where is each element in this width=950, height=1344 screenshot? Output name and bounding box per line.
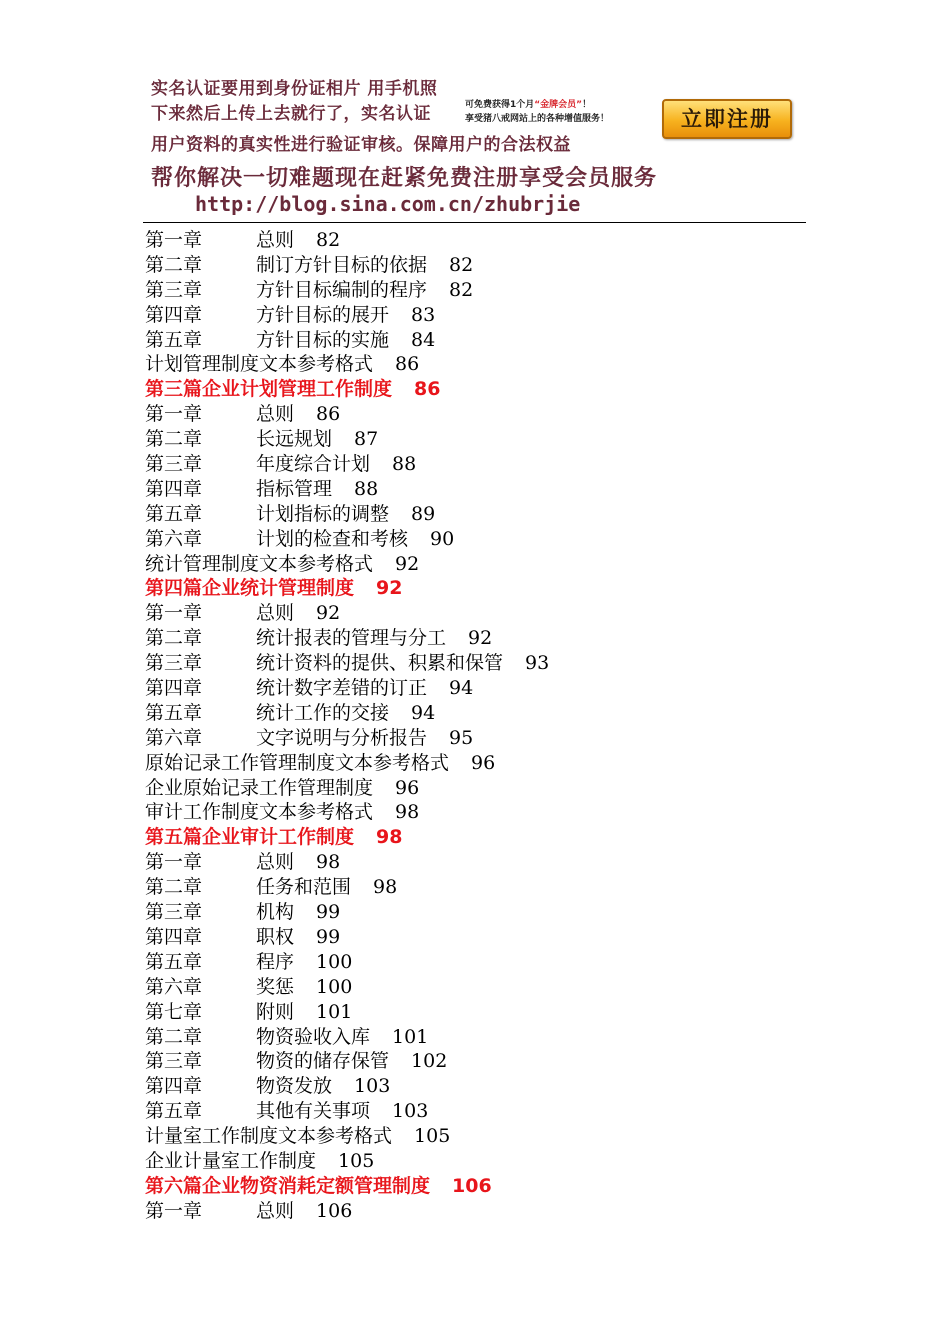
toc-title: 计划指标的调整 bbox=[256, 502, 390, 525]
banner-note bbox=[465, 98, 625, 126]
toc-page-number: 102 bbox=[411, 1050, 448, 1073]
toc-entry[interactable] bbox=[145, 726, 805, 751]
toc-entry[interactable] bbox=[145, 427, 805, 452]
toc-chapter-number: 第六章 bbox=[145, 975, 203, 998]
toc-page-number: 103 bbox=[392, 1100, 429, 1123]
toc-chapter-number: 第一章 bbox=[145, 229, 203, 251]
toc-title: 第六篇企业物资消耗定额管理制度 bbox=[145, 1174, 431, 1197]
toc-chapter-number: 第一章 bbox=[145, 602, 203, 625]
toc-entry[interactable] bbox=[145, 352, 805, 377]
toc-page-number: 93 bbox=[525, 652, 550, 675]
toc-chapter-number: 第三章 bbox=[145, 1050, 203, 1073]
toc-page-number: 95 bbox=[449, 726, 474, 749]
banner-text-line: 实名认证要用到身份证相片 用手机照 bbox=[151, 79, 438, 99]
toc-title: 计划的检查和考核 bbox=[256, 527, 409, 550]
banner-text-line: 用户资料的真实性进行验证审核。保障用户的合法权益 bbox=[151, 135, 571, 155]
toc-title: 物资验收入库 bbox=[256, 1025, 371, 1048]
toc-entry[interactable] bbox=[145, 925, 805, 950]
toc-page-number: 92 bbox=[376, 577, 403, 600]
toc-chapter-number: 第二章 bbox=[145, 253, 203, 276]
toc-page-number: 98 bbox=[395, 801, 420, 824]
toc-title: 机构 bbox=[256, 901, 295, 924]
toc-page-number: 84 bbox=[411, 328, 436, 351]
toc-title: 附则 bbox=[256, 1000, 295, 1023]
toc-title: 第三篇企业计划管理工作制度 bbox=[145, 378, 393, 401]
toc-title: 奖惩 bbox=[256, 975, 295, 998]
toc-title: 制订方针目标的依据 bbox=[256, 253, 428, 276]
toc-page-number: 98 bbox=[373, 876, 398, 899]
toc-chapter-number: 第一章 bbox=[145, 403, 203, 426]
toc-page-number: 100 bbox=[316, 975, 353, 998]
toc-title: 企业计量室工作制度 bbox=[145, 1149, 317, 1172]
toc-title: 计划管理制度文本参考格式 bbox=[145, 353, 374, 376]
toc-entry[interactable] bbox=[145, 1000, 805, 1025]
toc-chapter-number: 第六章 bbox=[145, 726, 203, 749]
toc-entry[interactable] bbox=[145, 626, 805, 651]
toc-chapter-number: 第一章 bbox=[145, 1199, 203, 1222]
toc-page-number: 82 bbox=[316, 229, 341, 251]
toc-title: 总则 bbox=[256, 602, 295, 625]
toc-entry[interactable] bbox=[145, 1099, 805, 1124]
banner-url-link[interactable]: http://blog.sina.com.cn/zhubrjie bbox=[195, 192, 581, 216]
toc-page-number: 82 bbox=[449, 253, 474, 276]
toc-entry[interactable] bbox=[145, 1124, 805, 1149]
toc-chapter-number: 第四章 bbox=[145, 677, 203, 700]
toc-page-number: 90 bbox=[430, 527, 455, 550]
toc-entry[interactable] bbox=[145, 1199, 805, 1224]
toc-title: 统计资料的提供、积累和保管 bbox=[256, 652, 504, 675]
toc-entry[interactable] bbox=[145, 253, 805, 278]
toc-page-number: 96 bbox=[395, 776, 420, 799]
toc-title: 长远规划 bbox=[256, 428, 333, 451]
toc-page-number: 99 bbox=[316, 901, 341, 924]
toc-entry[interactable] bbox=[145, 900, 805, 925]
toc-title: 原始记录工作管理制度文本参考格式 bbox=[145, 751, 450, 774]
toc-entry[interactable] bbox=[145, 328, 805, 353]
toc-title: 物资发放 bbox=[256, 1075, 333, 1098]
toc-title: 统计管理制度文本参考格式 bbox=[145, 552, 374, 575]
banner-note-text: 享受猪八戒网站上的各种增值服务！ bbox=[465, 114, 610, 124]
toc-page-number: 105 bbox=[414, 1125, 451, 1148]
toc-entry[interactable] bbox=[145, 1149, 805, 1174]
toc-page-number: 87 bbox=[354, 428, 379, 451]
toc-title: 统计工作的交接 bbox=[256, 701, 390, 724]
toc-entry[interactable] bbox=[145, 1074, 805, 1099]
toc-title: 统计报表的管理与分工 bbox=[256, 627, 447, 650]
toc-part-heading[interactable] bbox=[145, 377, 805, 402]
toc-title: 年度综合计划 bbox=[256, 453, 371, 476]
toc-entry[interactable] bbox=[145, 850, 805, 875]
toc-title: 企业原始记录工作管理制度 bbox=[145, 776, 374, 799]
toc-page-number: 82 bbox=[449, 278, 474, 301]
banner-note-highlight: “金牌会员” bbox=[534, 100, 583, 110]
toc-entry[interactable] bbox=[145, 701, 805, 726]
toc-title: 程序 bbox=[256, 950, 295, 973]
toc-entry[interactable] bbox=[145, 751, 805, 776]
toc-page-number: 94 bbox=[449, 677, 474, 700]
toc-entry[interactable] bbox=[145, 527, 805, 552]
toc-title: 方针目标的展开 bbox=[256, 303, 390, 326]
toc-page-number: 100 bbox=[316, 950, 353, 973]
toc-chapter-number: 第五章 bbox=[145, 1100, 203, 1123]
toc-entry[interactable] bbox=[145, 676, 805, 701]
toc-title: 文字说明与分析报告 bbox=[256, 726, 428, 749]
toc-page-number: 86 bbox=[414, 378, 441, 401]
toc-title: 统计数字差错的订正 bbox=[256, 677, 428, 700]
toc-title: 方针目标编制的程序 bbox=[256, 278, 428, 301]
toc-title: 方针目标的实施 bbox=[256, 328, 390, 351]
toc-page-number: 88 bbox=[392, 453, 417, 476]
toc-chapter-number: 第五章 bbox=[145, 328, 203, 351]
toc-entry[interactable] bbox=[145, 402, 805, 427]
toc-entry[interactable] bbox=[145, 776, 805, 801]
toc-chapter-number: 第五章 bbox=[145, 502, 203, 525]
toc-entry[interactable] bbox=[145, 452, 805, 477]
toc-entry[interactable] bbox=[145, 303, 805, 328]
toc-part-heading[interactable] bbox=[145, 825, 805, 850]
toc-entry[interactable] bbox=[145, 228, 805, 253]
toc-entry[interactable] bbox=[145, 477, 805, 502]
toc-entry[interactable] bbox=[145, 502, 805, 527]
toc-entry[interactable] bbox=[145, 950, 805, 975]
toc-chapter-number: 第七章 bbox=[145, 1000, 203, 1023]
toc-title: 其他有关事项 bbox=[256, 1100, 371, 1123]
toc-page-number: 86 bbox=[316, 403, 341, 426]
toc-page-number: 106 bbox=[316, 1199, 353, 1222]
toc-page-number: 98 bbox=[316, 851, 341, 874]
toc-title: 总则 bbox=[256, 229, 295, 251]
divider bbox=[143, 222, 806, 223]
toc-title: 第四篇企业统计管理制度 bbox=[145, 577, 355, 600]
toc-chapter-number: 第五章 bbox=[145, 950, 203, 973]
toc-page-number: 96 bbox=[471, 751, 496, 774]
toc-entry[interactable] bbox=[145, 651, 805, 676]
toc-page-number: 89 bbox=[411, 502, 436, 525]
toc-page-number: 88 bbox=[354, 477, 379, 500]
toc-page-number: 92 bbox=[468, 627, 493, 650]
banner-note-text: 可免费获得1个月 bbox=[465, 100, 535, 110]
toc-page-number: 98 bbox=[376, 826, 403, 849]
ad-banner[interactable] bbox=[143, 68, 806, 221]
toc-chapter-number: 第四章 bbox=[145, 303, 203, 326]
toc-chapter-number: 第四章 bbox=[145, 1075, 203, 1098]
toc-page-number: 101 bbox=[392, 1025, 429, 1048]
toc-part-heading[interactable] bbox=[145, 1174, 805, 1199]
toc-title: 指标管理 bbox=[256, 477, 333, 500]
toc-chapter-number: 第四章 bbox=[145, 477, 203, 500]
toc-entry[interactable] bbox=[145, 1049, 805, 1074]
toc-entry[interactable] bbox=[145, 552, 805, 577]
toc-title: 总则 bbox=[256, 403, 295, 426]
toc-title: 总则 bbox=[256, 851, 295, 874]
banner-promo: 帮你解决一切难题现在赶紧免费注册享受会员服务 bbox=[151, 166, 658, 191]
toc-page-number: 92 bbox=[395, 552, 420, 575]
toc-title: 计量室工作制度文本参考格式 bbox=[145, 1125, 393, 1148]
toc-page-number: 92 bbox=[316, 602, 341, 625]
toc-chapter-number: 第三章 bbox=[145, 453, 203, 476]
banner-note-text: ！ bbox=[582, 100, 592, 110]
toc-part-heading[interactable] bbox=[145, 576, 805, 601]
toc-chapter-number: 第三章 bbox=[145, 901, 203, 924]
toc-chapter-number: 第二章 bbox=[145, 428, 203, 451]
toc-entry[interactable] bbox=[145, 800, 805, 825]
toc-title: 第五篇企业审计工作制度 bbox=[145, 826, 355, 849]
toc-page-number: 101 bbox=[316, 1000, 353, 1023]
toc-chapter-number: 第二章 bbox=[145, 627, 203, 650]
toc-chapter-number: 第四章 bbox=[145, 925, 203, 948]
toc-title: 任务和范围 bbox=[256, 876, 352, 899]
toc-chapter-number: 第五章 bbox=[145, 701, 203, 724]
toc-entry[interactable] bbox=[145, 875, 805, 900]
register-button[interactable]: 立即注册 bbox=[662, 99, 792, 139]
toc-entry[interactable] bbox=[145, 278, 805, 303]
toc-title: 审计工作制度文本参考格式 bbox=[145, 801, 374, 824]
toc-page-number: 106 bbox=[452, 1174, 492, 1197]
table-of-contents bbox=[145, 228, 805, 1224]
toc-entry[interactable] bbox=[145, 601, 805, 626]
toc-page-number: 94 bbox=[411, 701, 436, 724]
toc-chapter-number: 第六章 bbox=[145, 527, 203, 550]
toc-page-number: 99 bbox=[316, 925, 341, 948]
toc-title: 物资的储存保管 bbox=[256, 1050, 390, 1073]
toc-page-number: 86 bbox=[395, 353, 420, 376]
banner-text-line: 下来然后上传上去就行了，实名认证 bbox=[151, 104, 431, 124]
toc-chapter-number: 第三章 bbox=[145, 278, 203, 301]
toc-page-number: 83 bbox=[411, 303, 436, 326]
toc-title: 总则 bbox=[256, 1199, 295, 1222]
toc-chapter-number: 第二章 bbox=[145, 876, 203, 899]
toc-chapter-number: 第一章 bbox=[145, 851, 203, 874]
toc-chapter-number: 第二章 bbox=[145, 1025, 203, 1048]
toc-entry[interactable] bbox=[145, 975, 805, 1000]
toc-page-number: 105 bbox=[338, 1149, 375, 1172]
toc-entry[interactable] bbox=[145, 1025, 805, 1050]
toc-chapter-number: 第三章 bbox=[145, 652, 203, 675]
toc-page-number: 103 bbox=[354, 1075, 391, 1098]
toc-title: 职权 bbox=[256, 925, 295, 948]
